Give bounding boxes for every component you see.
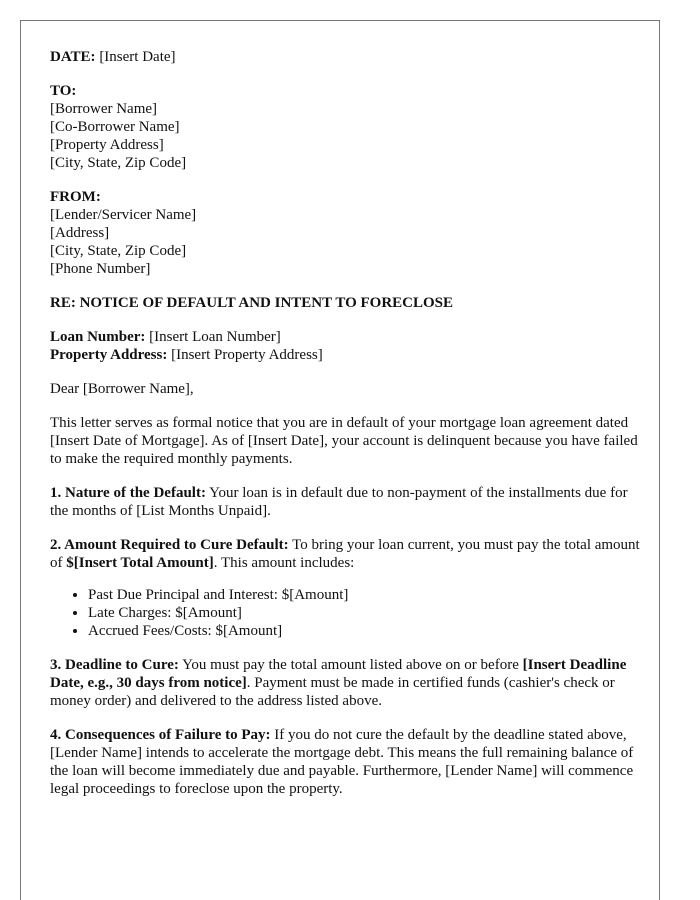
property-address-label: Property Address: bbox=[50, 347, 168, 363]
date-value: [Insert Date] bbox=[99, 49, 176, 65]
section-heading: 3. Deadline to Cure: bbox=[50, 657, 179, 673]
section-text: You must pay the total amount listed above on or before bbox=[182, 657, 519, 673]
deadline-date: [Insert Deadline Date, e.g., 30 days from notice] bbox=[50, 657, 627, 691]
list-item: • Accrued Fees/Costs: $[Amount] bbox=[88, 622, 640, 640]
letter-page bbox=[20, 20, 660, 900]
property-address-value: [Insert Property Address] bbox=[171, 347, 323, 363]
section-heading: 1. Nature of the Default: bbox=[50, 485, 206, 501]
total-amount: $[Insert Total Amount] bbox=[66, 555, 214, 571]
section-heading: 4. Consequences of Failure to Pay: bbox=[50, 727, 271, 743]
loan-details bbox=[50, 328, 640, 364]
from-label: FROM: bbox=[50, 189, 101, 205]
subject-line: RE: NOTICE OF DEFAULT AND INTENT TO FORECLOSE bbox=[50, 295, 454, 311]
property-address-line bbox=[50, 346, 640, 364]
section-amount-required bbox=[50, 536, 640, 572]
loan-number-label: Loan Number: bbox=[50, 329, 146, 345]
date-line bbox=[50, 48, 640, 66]
list-item: • Past Due Principal and Interest: $[Amount] bbox=[88, 586, 640, 604]
date-label: DATE: bbox=[50, 49, 96, 65]
from-line: [City, State, Zip Code] bbox=[50, 243, 187, 259]
section-deadline-to-cure bbox=[50, 656, 640, 710]
from-block bbox=[50, 188, 640, 278]
section-heading: 2. Amount Required to Cure Default: bbox=[50, 537, 289, 553]
amount-breakdown-list bbox=[50, 586, 640, 640]
section-text: Your loan is in default due to non-payment of the installments due for the months of [List Months Unpaid]. bbox=[50, 485, 628, 519]
letter-content bbox=[50, 48, 640, 814]
salutation: Dear [Borrower Name], bbox=[50, 381, 194, 397]
section-consequences bbox=[50, 726, 640, 798]
to-line: [Borrower Name] bbox=[50, 101, 158, 117]
list-item: • Late Charges: $[Amount] bbox=[88, 604, 640, 622]
section-nature-of-default bbox=[50, 484, 640, 520]
from-line: [Address] bbox=[50, 225, 110, 241]
to-line: [Co-Borrower Name] bbox=[50, 119, 180, 135]
from-line: [Phone Number] bbox=[50, 261, 151, 277]
loan-number-value: [Insert Loan Number] bbox=[149, 329, 281, 345]
to-label: TO: bbox=[50, 83, 77, 99]
intro-paragraph: This letter serves as formal notice that you are in default of your mortgage loan agreement dated [Insert Date of Mortgage]. As of [Insert Date], your account is delinquent because you have failed to make the required monthly payments. bbox=[50, 415, 638, 467]
section-text: . Payment must be made in certified funds (cashier's check or money order) and delivered to the address listed above. bbox=[50, 675, 615, 709]
section-text: If you do not cure the default by the deadline stated above, [Lender Name] intends to accelerate the mortgage debt. This means the full remaining balance of the loan will become immediately due and payable. Furthermore, [Lender Name] will commence legal proceedings to foreclose upon the property. bbox=[50, 727, 634, 797]
loan-number-line bbox=[50, 328, 640, 346]
section-text: . This amount includes: bbox=[213, 555, 355, 571]
to-line: [Property Address] bbox=[50, 137, 164, 153]
to-line: [City, State, Zip Code] bbox=[50, 155, 187, 171]
to-block bbox=[50, 82, 640, 172]
from-line: [Lender/Servicer Name] bbox=[50, 207, 197, 223]
section-text: To bring your loan current, you must pay the total amount of bbox=[50, 537, 640, 571]
